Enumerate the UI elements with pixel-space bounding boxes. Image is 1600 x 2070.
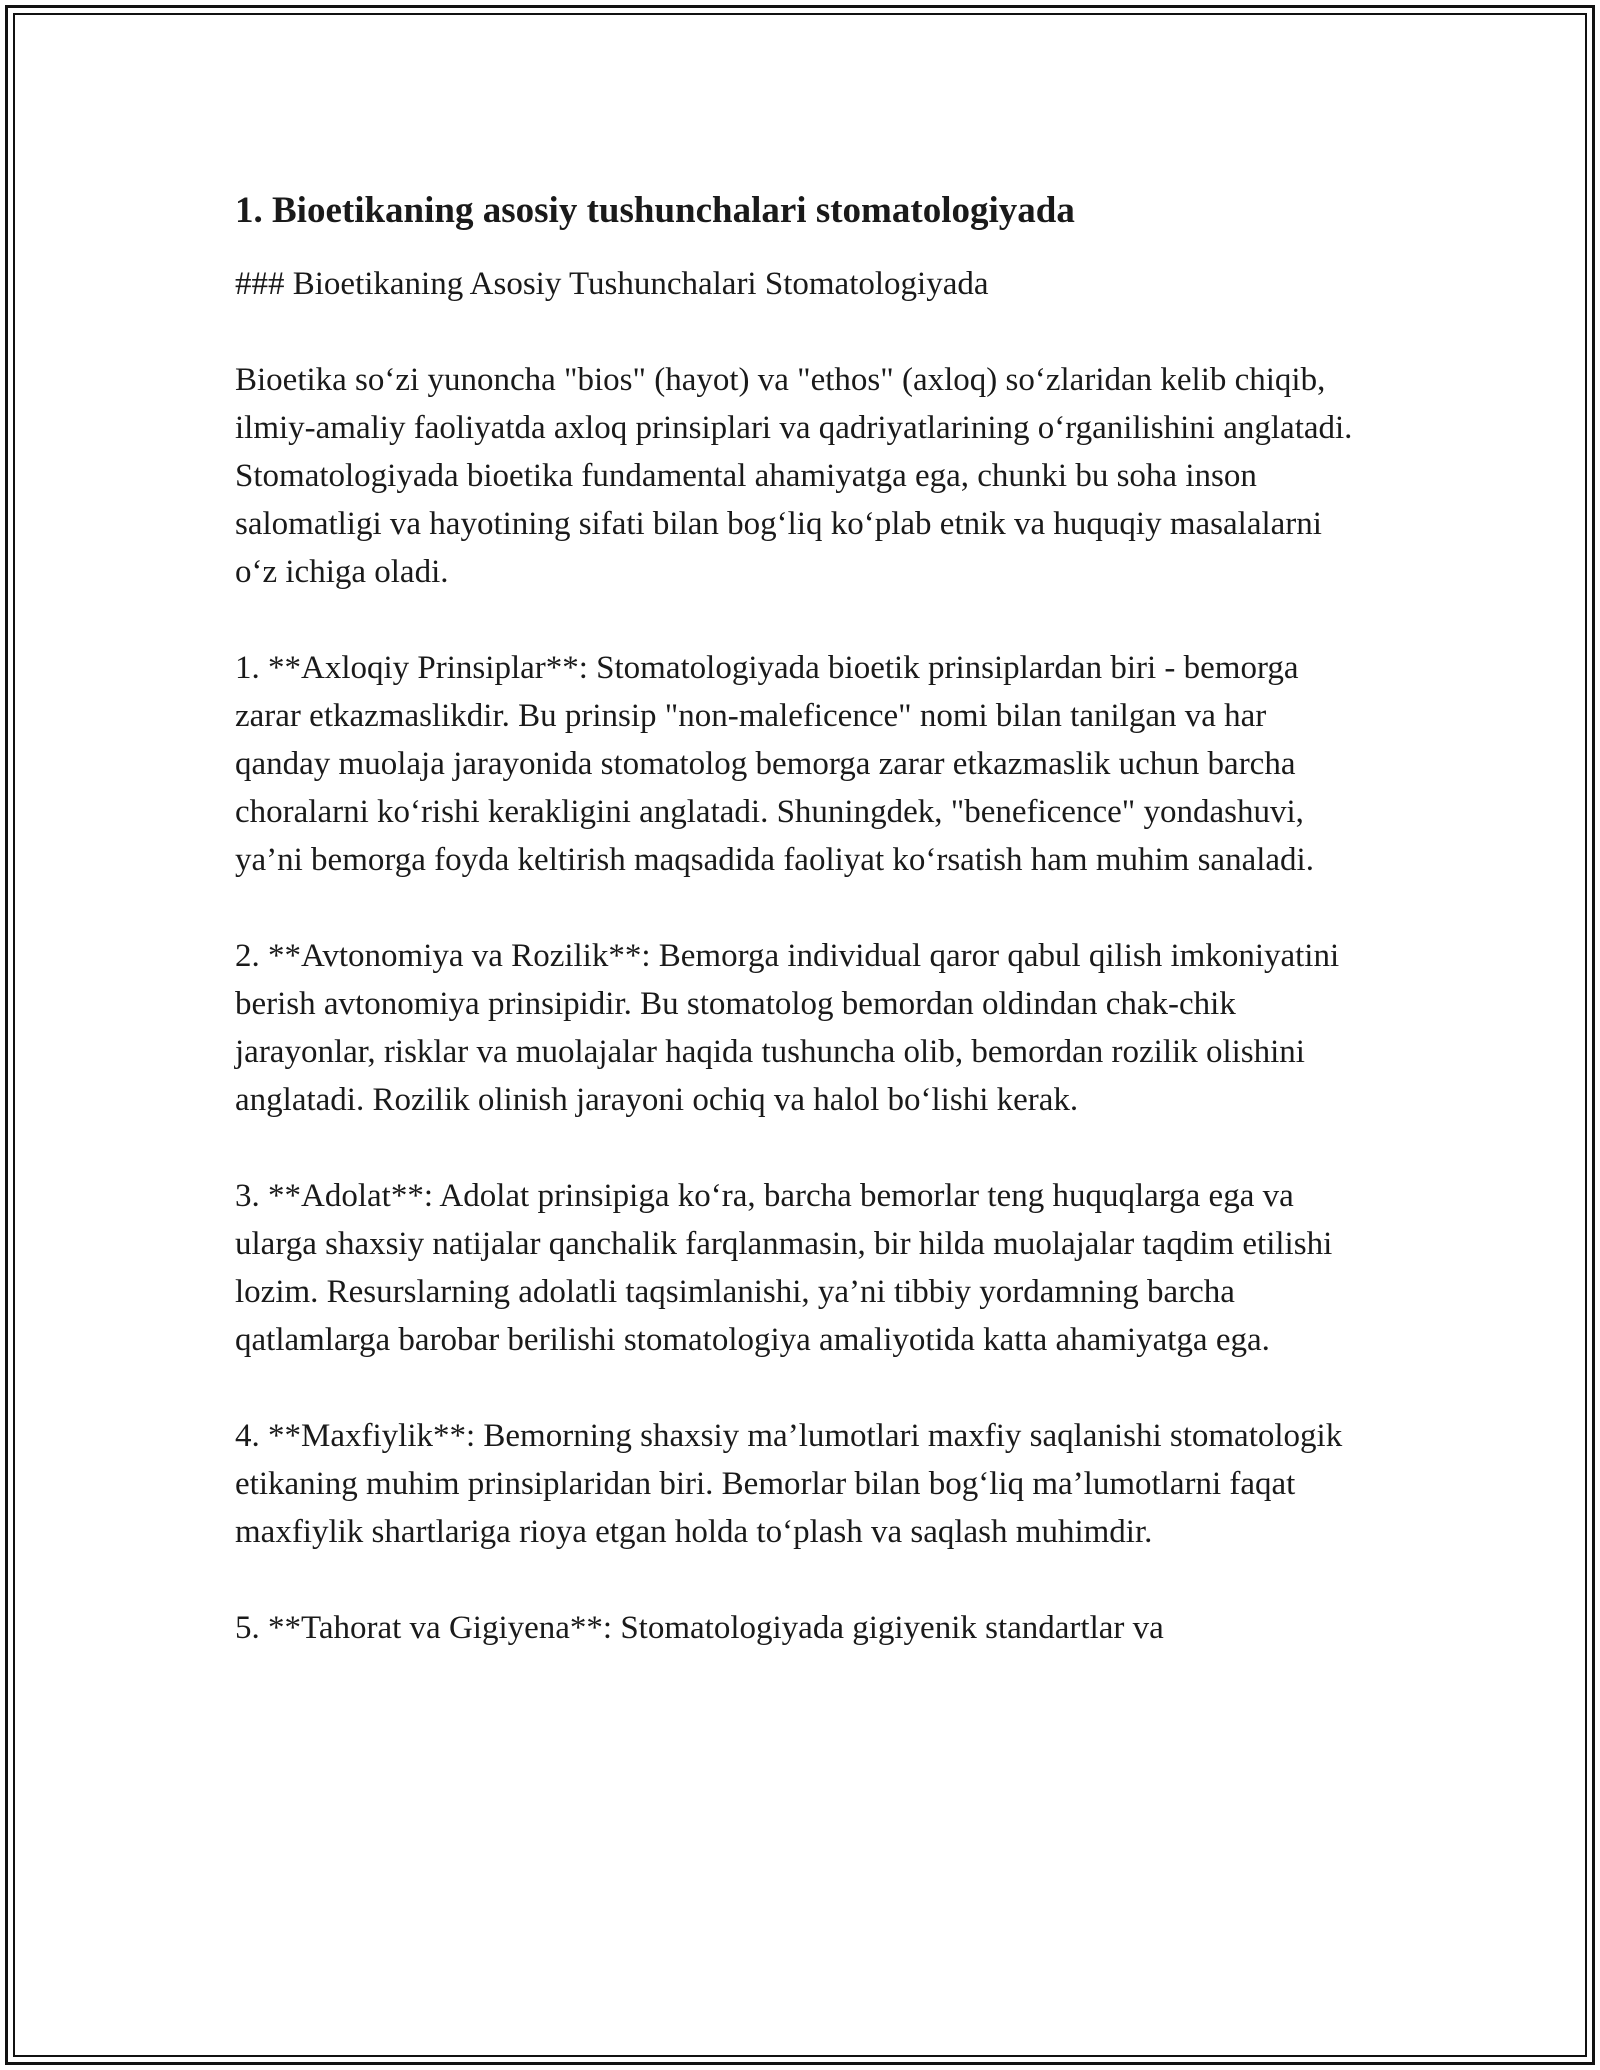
document-title: 1. Bioetikaning asosiy tushunchalari stomatologiyada (235, 190, 1075, 231)
list-item-4: 4. **Maxfiylik**: Bemorning shaxsiy ma’lumotlari maxfiy saqlanishi stomatologik etikaning muhim prinsiplaridan biri. Bemorlar bilan bog‘liq ma’lumotlarni faqat maxfiylik shartlariga rioya etgan holda to‘plash va saqlash muhimdir. (235, 1418, 1343, 1550)
list-item-1: 1. **Axloqiy Prinsiplar**: Stomatologiyada bioetik prinsiplardan biri - bemorga zarar etkazmaslikdir. Bu prinsip "non-maleficence" nomi bilan tanilgan va har qanday muolaja jarayonida stomatolog bemorga zarar etkazmaslik uchun barcha choralarni ko‘rishi kerakligini anglatadi. Shuningdek, "beneficence" yondashuvi, ya’ni bemorga foyda keltirish maqsadida faoliyat ko‘rsatish ham muhim sanaladi. (235, 650, 1314, 878)
document-body (235, 186, 1365, 1652)
intro-paragraph: Bioetika so‘zi yunoncha "bios" (hayot) va "ethos" (axloq) so‘zlaridan kelib chiqib, ilmiy-amaliy faoliyatda axloq prinsiplari va qadriyatlarining o‘rganilishini anglatadi. Stomatologiyada bioetika fundamental ahamiyatga ega, chunki bu soha inson salomatligi va hayotining sifati bilan bog‘liq ko‘plab etnik va huquqiy masalalarni o‘z ichiga oladi. (235, 362, 1353, 590)
list-item-3: 3. **Adolat**: Adolat prinsipiga ko‘ra, barcha bemorlar teng huquqlarga ega va ularga shaxsiy natijalar qanchalik farqlanmasin, bir hilda muolajalar taqdim etilishi lozim. Resurslarning adolatli taqsimlanishi, ya’ni tibbiy yordamning barcha qatlamlarga barobar berilishi stomatologiya amaliyotida katta ahamiyatga ega. (235, 1178, 1333, 1358)
markdown-subheading: ### Bioetikaning Asosiy Tushunchalari Stomatologiyada (235, 266, 989, 302)
list-item-2: 2. **Avtonomiya va Rozilik**: Bemorga individual qaror qabul qilish imkoniyatini berish avtonomiya prinsipidir. Bu stomatolog bemordan oldindan chak-chik jarayonlar, risklar va muolajalar haqida tushuncha olib, bemordan rozilik olishini anglatadi. Rozilik olinish jarayoni ochiq va halol bo‘lishi kerak. (235, 938, 1340, 1118)
list-item-5: 5. **Tahorat va Gigiyena**: Stomatologiyada gigiyenik standartlar va (235, 1610, 1164, 1646)
